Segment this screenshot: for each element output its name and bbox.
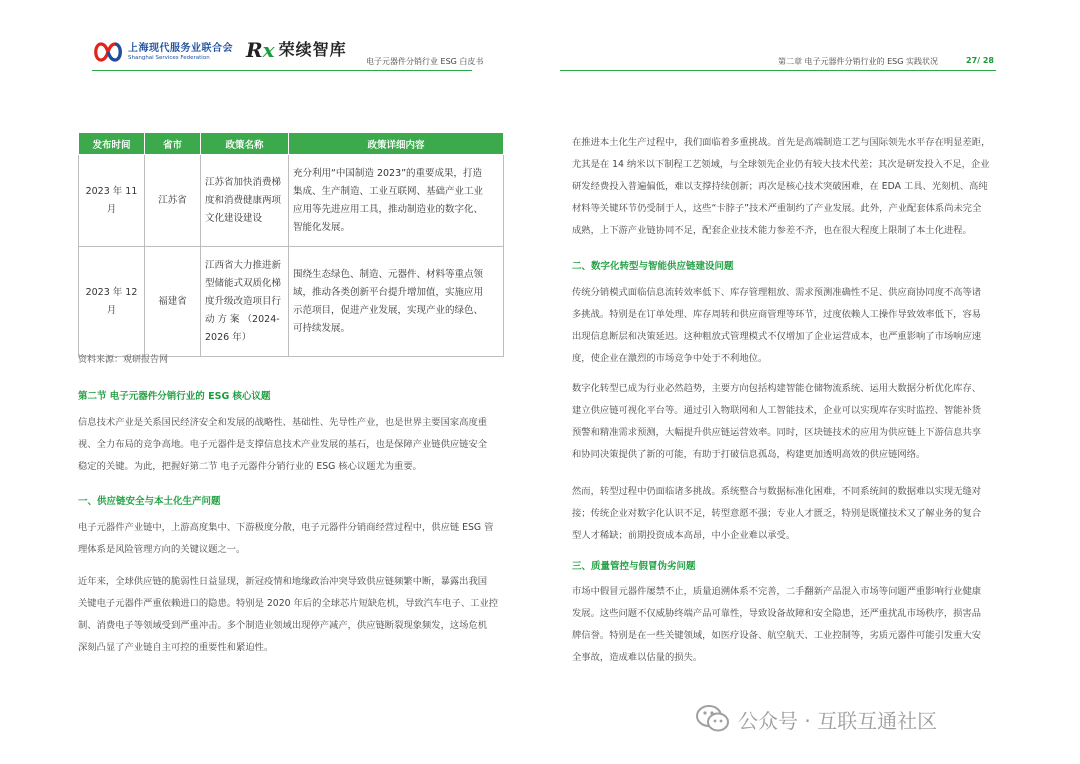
text-line: 传统分销模式面临信息流转效率低下、库存管理粗放、需求预测准确性不足、供应商协同度不高等诸 xyxy=(572,287,982,298)
text-line: 发展。这些问题不仅威胁终端产品可靠性，导致设备故障和安全隐患，还严重扰乱市场秩序，损害品 xyxy=(572,608,982,619)
subsection-title-2: 二、数字化转型与智能供应链建设问题 xyxy=(572,261,734,272)
watermark-text: 公众号 · 互联互通社区 xyxy=(738,708,938,733)
text-line: 关键电子元器件严重依赖进口的隐患。特别是 2020 年后的全球芯片短缺危机，导致汽车电子、工业控 xyxy=(78,598,499,609)
document-title: 电子元器件分销行业 ESG 白皮书 xyxy=(366,57,484,66)
text-line: 度升级改造项目行 xyxy=(205,295,282,307)
col-header-province: 省市 xyxy=(145,133,201,155)
text-line: 充分利用“中国制造 2023”的重要成果，打造 xyxy=(293,167,483,179)
paragraph-supply-2 xyxy=(78,571,506,659)
cell-policy-detail xyxy=(289,247,504,357)
text-line: 应用等先进应用工具，推动制造业的数字化、 xyxy=(293,203,484,215)
cell-policy-detail xyxy=(289,155,504,247)
col-header-date: 发布时间 xyxy=(79,133,145,155)
text-line: 信息技术产业是关系国民经济安全和发展的战略性、基础性、先导性产业，也是世界主要国家高度重 xyxy=(78,417,488,428)
policy-table xyxy=(78,132,504,357)
text-line: 域，推动各类创新平台提升增加值，实施应用 xyxy=(293,286,484,298)
cell-date: 2023 年 11 月 xyxy=(79,155,145,247)
text-line: 集成、生产制造、工业互联网、基础产业工业 xyxy=(293,185,484,197)
subsection-title-3: 三、质量管控与假冒伪劣问题 xyxy=(572,561,696,572)
text-line: 牌信誉。特别是在一些关键领域，如医疗设备、航空航天、工业控制等，劣质元器件可能引发重大安 xyxy=(572,630,982,641)
text-line: 电子元器件产业链中，上游高度集中、下游极度分散，电子元器件分销商经营过程中，供应链 ESG 管 xyxy=(78,522,494,533)
text-line: 研发经费投入普遍偏低，难以支撑持续创新；再次是核心技术突破困难，在 EDA 工具、光刻机、高纯 xyxy=(572,181,988,192)
rongxu-name: 荣续智库 xyxy=(278,40,347,59)
paragraph-digital-2 xyxy=(572,378,1002,466)
chapter-title: 第二章 电子元器件分销行业的 ESG 实践状况 xyxy=(778,57,938,66)
cell-province: 江苏省 xyxy=(145,155,201,247)
cell-province: 福建省 xyxy=(145,247,201,357)
text-line: 数字化转型已成为行业必然趋势，主要方向包括构建智能仓储物流系统、运用大数据分析优化库存、 xyxy=(572,383,982,394)
text-line: 建立供应链可视化平台等。通过引入物联网和人工智能技术，企业可以实现库存实时监控、智能补货 xyxy=(572,405,982,416)
text-line: 制、消费电子等领域受到严重冲击。多个制造业领域出现停产减产，供应链断裂现象频发，这场危机 xyxy=(78,620,488,631)
text-line: 度，使企业在激烈的市场竞争中处于不利地位。 xyxy=(572,353,768,364)
cell-date: 2023 年 12 月 xyxy=(79,247,145,357)
text-line: 智能化发展。 xyxy=(293,221,351,233)
text-line: 尤其是在 14 纳米以下制程工艺领域，与全球领先企业仍有较大技术代差；其次是研发投入不足，企业 xyxy=(572,159,990,170)
text-line: 江西省大力推进新 xyxy=(205,259,282,271)
text-line: 多挑战。特别是在订单处理、库存周转和供应商管理等环节，过度依赖人工操作导致效率低下，容易 xyxy=(572,309,982,320)
header-rule-right xyxy=(560,70,996,71)
text-line: 可持续发展。 xyxy=(293,322,351,334)
ssf-logo-cn: 上海现代服务业联合会 xyxy=(128,42,233,54)
text-line: 全事故，造成难以估量的损失。 xyxy=(572,652,703,663)
text-line: 成熟，上下游产业链协同不足，配套企业技术能力参差不齐，也在很大程度上限制了本土化进程。 xyxy=(572,225,972,236)
table-source-note: 资料来源：观研报告网 xyxy=(78,355,169,365)
section-title: 第二节 电子元器件分销行业的 ESG 核心议题 xyxy=(78,391,271,402)
text-line: 然而，转型过程中仍面临诸多挑战。系统整合与数据标准化困难，不同系统间的数据难以实现无缝对 xyxy=(572,486,982,497)
cell-policy-name xyxy=(201,247,289,357)
cell-policy-name xyxy=(201,155,289,247)
text-line: 理体系是风险管理方向的关键议题之一。 xyxy=(78,544,246,555)
text-line: 文化建设建设 xyxy=(205,212,263,224)
rongxu-rx-mark: Rx xyxy=(246,38,275,62)
text-line: 深刻凸显了产业链自主可控的重要性和紧迫性。 xyxy=(78,642,274,653)
ssf-logo-en: Shanghai Services Federation xyxy=(128,54,210,61)
paragraph-localization xyxy=(572,132,1002,242)
page-number: 27/ 28 xyxy=(966,56,994,65)
ssf-logo xyxy=(92,41,233,63)
page-header xyxy=(0,0,1080,80)
text-line: 在推进本土化生产过程中，我们面临着多重挑战。首先是高端制造工艺与国际领先水平存在明显差距， xyxy=(572,137,991,148)
text-line: 预警和精准需求预测，大幅提升供应链运营效率。同时，区块链技术的应用为供应链上下游信息共享 xyxy=(572,427,982,438)
table-row xyxy=(79,155,504,247)
rongxu-logo xyxy=(246,38,347,62)
section-intro xyxy=(78,412,506,478)
table-row xyxy=(79,247,504,357)
col-header-policy-detail: 政策详细内容 xyxy=(289,133,504,155)
text-line: 视、全力布局的竞争高地。电子元器件是支撑信息技术产业发展的基石，也是保障产业链供应链安全 xyxy=(78,439,488,450)
text-line: 和协同决策提供了新的可能，有助于打破信息孤岛，构建更加透明高效的供应链网络。 xyxy=(572,449,926,460)
text-line: 度和消费健康两项 xyxy=(205,194,282,206)
wechat-watermark xyxy=(696,704,937,734)
text-line: 材料等关键环节仍受制于人，这些“卡脖子”技术严重制约了产业发展。此外，产业配套体系尚未完全 xyxy=(572,203,982,214)
text-line: 稳定的关键。为此，把握好第二节 电子元器件分销行业的 ESG 核心议题尤为重要。 xyxy=(78,461,422,472)
paragraph-digital-1 xyxy=(572,282,1002,370)
subsection-title-1: 一、供应链安全与本土化生产问题 xyxy=(78,496,221,507)
text-line: 接；传统企业对数字化认识不足，转型意愿不强；专业人才匮乏，特别是既懂技术又了解业务的复合 xyxy=(572,508,982,519)
text-line: 市场中假冒元器件屡禁不止，质量追溯体系不完善，二手翻新产品混入市场等问题严重影响行业健康 xyxy=(572,586,982,597)
table-header-row xyxy=(79,133,504,155)
paragraph-quality xyxy=(572,581,1002,669)
text-line: 江苏省加快消费梯 xyxy=(205,176,282,188)
wechat-icon xyxy=(696,704,730,734)
text-line: 型储能式双质化梯 xyxy=(205,277,282,289)
text-line: 2026 年） xyxy=(205,331,252,343)
text-line: 型人才稀缺；前期投资成本高昂，中小企业难以承受。 xyxy=(572,530,796,541)
text-line: 动 方 案 （2024- xyxy=(205,313,280,325)
header-rule-left xyxy=(92,70,472,71)
text-line: 示范项目，促进产业发展，实现产业的绿色、 xyxy=(293,304,484,316)
text-line: 出现信息断层和决策延迟。这种粗放式管理模式不仅增加了企业运营成本，也严重影响了市场响应速 xyxy=(572,331,982,342)
col-header-policy-name: 政策名称 xyxy=(201,133,289,155)
ssf-logo-icon xyxy=(92,41,124,63)
text-line: 近年来，全球供应链的脆弱性日益显现，新冠疫情和地缘政治冲突导致供应链频繁中断，暴露出我国 xyxy=(78,576,488,587)
text-line: 围绕生态绿色、制造、元器件、材料等重点领 xyxy=(293,268,484,280)
paragraph-supply-1 xyxy=(78,517,506,561)
paragraph-digital-3 xyxy=(572,481,1002,547)
